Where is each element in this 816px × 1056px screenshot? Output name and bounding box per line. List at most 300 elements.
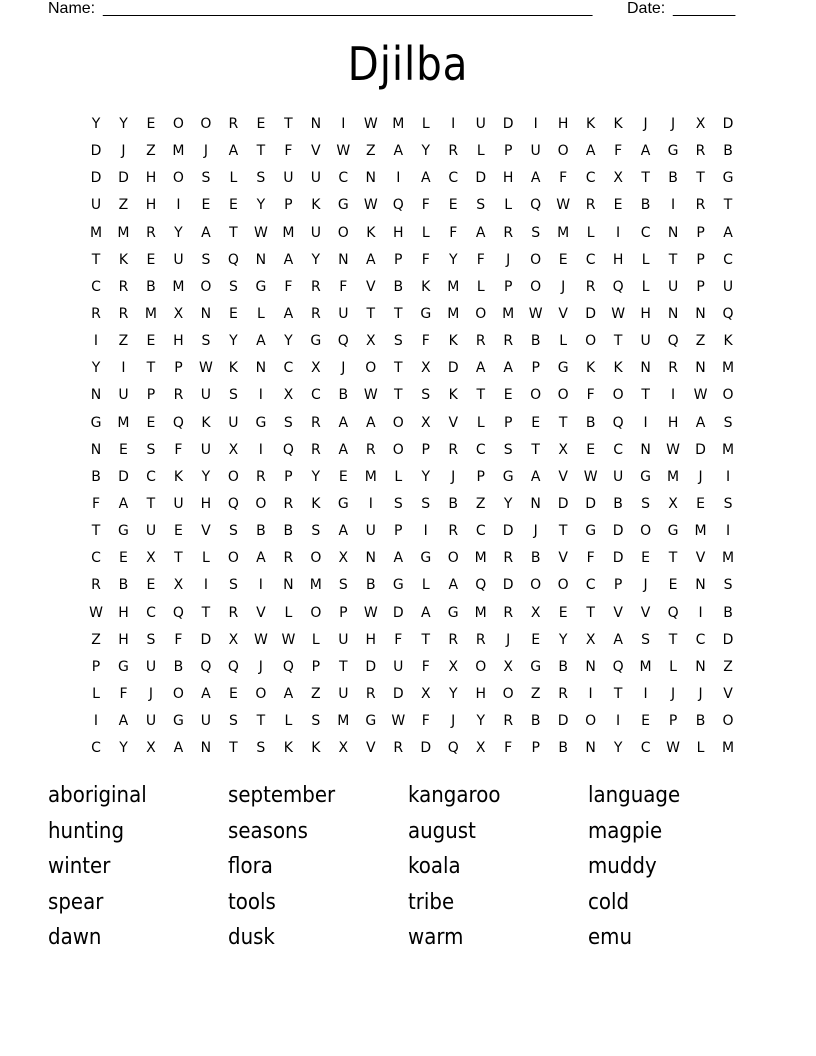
grid-letter[interactable]: T <box>668 550 678 567</box>
grid-letter[interactable]: F <box>284 143 293 160</box>
grid-letter[interactable]: J <box>203 143 208 160</box>
grid-letter[interactable]: K <box>448 387 458 404</box>
grid-letter[interactable]: S <box>723 414 733 431</box>
grid-letter[interactable]: N <box>695 658 706 675</box>
grid-letter[interactable]: X <box>173 305 184 322</box>
grid-letter[interactable]: X <box>228 441 239 458</box>
grid-letter[interactable]: R <box>503 333 514 350</box>
grid-letter[interactable]: R <box>503 224 514 241</box>
grid-letter[interactable]: R <box>283 550 294 567</box>
grid-letter[interactable]: O <box>585 333 597 350</box>
grid-letter[interactable]: P <box>284 197 293 214</box>
grid-letter[interactable]: R <box>503 604 514 621</box>
grid-letter[interactable]: T <box>723 197 733 214</box>
grid-letter[interactable]: T <box>229 740 238 757</box>
grid-letter[interactable]: I <box>616 713 621 730</box>
grid-letter[interactable]: R <box>310 278 321 295</box>
grid-letter[interactable]: E <box>146 414 156 431</box>
grid-letter[interactable]: P <box>339 604 348 621</box>
grid-letter[interactable]: Q <box>667 604 679 621</box>
grid-letter[interactable]: D <box>502 116 514 132</box>
grid-letter[interactable]: F <box>119 685 128 702</box>
grid-letter[interactable]: X <box>695 116 706 132</box>
grid-letter[interactable]: E <box>503 387 513 404</box>
grid-letter[interactable]: C <box>640 224 651 241</box>
grid-letter[interactable]: O <box>172 685 184 702</box>
grid-letter[interactable]: C <box>695 631 706 648</box>
grid-letter[interactable]: E <box>146 116 156 132</box>
grid-letter[interactable]: R <box>118 305 129 322</box>
grid-letter[interactable]: X <box>420 360 431 377</box>
grid-letter[interactable]: O <box>502 685 514 702</box>
grid-letter[interactable]: A <box>201 685 211 702</box>
grid-letter[interactable]: O <box>530 251 542 268</box>
grid-letter[interactable]: G <box>90 414 102 431</box>
grid-letter[interactable]: F <box>91 495 101 512</box>
grid-letter[interactable]: S <box>311 713 321 730</box>
grid-letter[interactable]: U <box>200 441 212 458</box>
grid-letter[interactable]: E <box>641 550 651 567</box>
grid-letter[interactable]: I <box>396 170 401 187</box>
grid-letter[interactable]: N <box>585 658 596 675</box>
grid-letter[interactable]: Z <box>146 143 156 160</box>
grid-letter[interactable]: X <box>530 604 541 621</box>
grid-letter[interactable]: G <box>722 170 734 187</box>
grid-letter[interactable]: J <box>561 278 566 295</box>
grid-letter[interactable]: T <box>256 143 266 160</box>
grid-letter[interactable]: Z <box>118 197 129 214</box>
grid-letter[interactable]: G <box>667 523 679 540</box>
grid-letter[interactable]: F <box>421 333 430 350</box>
grid-letter[interactable]: T <box>668 251 678 268</box>
grid-letter[interactable]: E <box>146 333 156 350</box>
grid-letter[interactable]: Y <box>558 631 568 648</box>
grid-letter[interactable]: K <box>613 116 623 132</box>
grid-letter[interactable]: X <box>448 658 459 675</box>
grid-letter[interactable]: T <box>366 305 376 322</box>
grid-letter[interactable]: P <box>613 577 623 594</box>
grid-letter[interactable]: F <box>421 197 430 214</box>
grid-letter[interactable]: P <box>696 251 705 268</box>
grid-letter[interactable]: X <box>338 740 349 757</box>
grid-letter[interactable]: R <box>365 441 376 458</box>
grid-letter[interactable]: M <box>557 224 570 241</box>
grid-letter[interactable]: D <box>420 740 432 757</box>
grid-letter[interactable]: I <box>121 360 126 377</box>
grid-letter[interactable]: U <box>667 278 679 295</box>
grid-letter[interactable]: I <box>203 577 208 594</box>
grid-letter[interactable]: A <box>613 631 623 648</box>
grid-letter[interactable]: A <box>393 143 404 160</box>
grid-letter[interactable]: G <box>337 495 349 512</box>
grid-letter[interactable]: T <box>558 523 568 540</box>
grid-letter[interactable]: M <box>172 143 185 160</box>
grid-letter[interactable]: R <box>91 305 101 322</box>
grid-letter[interactable]: O <box>557 143 569 160</box>
grid-letter[interactable]: W <box>693 387 708 404</box>
grid-letter[interactable]: U <box>530 143 541 160</box>
grid-letter[interactable]: T <box>641 170 650 187</box>
grid-letter[interactable]: Q <box>172 414 184 431</box>
grid-letter[interactable]: X <box>311 360 321 377</box>
grid-letter[interactable]: O <box>557 577 569 594</box>
grid-letter[interactable]: J <box>671 116 676 132</box>
grid-letter[interactable]: E <box>119 550 128 567</box>
grid-letter[interactable]: T <box>284 116 293 132</box>
grid-letter[interactable]: C <box>91 550 101 567</box>
grid-letter[interactable]: Z <box>366 143 376 160</box>
grid-letter[interactable]: Q <box>612 658 624 675</box>
grid-letter[interactable]: K <box>613 360 623 377</box>
grid-letter[interactable]: W <box>336 143 351 160</box>
grid-letter[interactable]: E <box>558 251 568 268</box>
grid-letter[interactable]: D <box>612 550 624 567</box>
grid-letter[interactable]: P <box>696 278 705 295</box>
grid-letter[interactable]: C <box>640 740 651 757</box>
grid-letter[interactable]: D <box>200 631 212 648</box>
grid-letter[interactable]: M <box>364 468 377 485</box>
grid-letter[interactable]: U <box>90 197 102 214</box>
grid-letter[interactable]: Z <box>530 685 541 702</box>
grid-letter[interactable]: S <box>228 523 238 540</box>
grid-letter[interactable]: R <box>118 278 129 295</box>
grid-letter[interactable]: G <box>557 360 569 377</box>
grid-letter[interactable]: R <box>283 495 294 512</box>
grid-letter[interactable]: Q <box>530 197 542 214</box>
grid-letter[interactable]: W <box>253 631 268 648</box>
grid-letter[interactable]: P <box>311 658 321 675</box>
grid-letter[interactable]: Y <box>229 333 238 350</box>
grid-letter[interactable]: Y <box>503 495 513 512</box>
grid-letter[interactable]: L <box>586 224 595 241</box>
grid-letter[interactable]: I <box>588 685 593 702</box>
grid-letter[interactable]: H <box>640 305 651 322</box>
grid-letter[interactable]: T <box>201 604 211 621</box>
grid-letter[interactable]: W <box>528 305 543 322</box>
grid-letter[interactable]: U <box>228 414 239 431</box>
grid-letter[interactable]: J <box>121 143 126 160</box>
grid-letter[interactable]: I <box>258 387 263 404</box>
grid-letter[interactable]: I <box>725 523 731 540</box>
grid-letter[interactable]: W <box>363 604 378 621</box>
grid-letter[interactable]: R <box>393 740 404 757</box>
grid-letter[interactable]: J <box>451 713 456 730</box>
grid-letter[interactable]: Y <box>119 116 128 132</box>
grid-letter[interactable]: A <box>118 495 129 512</box>
grid-letter[interactable]: R <box>475 631 486 648</box>
grid-letter[interactable]: N <box>695 577 706 594</box>
grid-letter[interactable]: A <box>256 550 266 567</box>
grid-letter[interactable]: F <box>586 387 595 404</box>
grid-letter[interactable]: D <box>695 441 706 458</box>
grid-letter[interactable]: A <box>530 468 541 485</box>
grid-letter[interactable]: H <box>365 631 377 648</box>
grid-letter[interactable]: N <box>338 251 349 268</box>
grid-letter[interactable]: U <box>475 116 486 132</box>
grid-letter[interactable]: T <box>393 387 403 404</box>
grid-letter[interactable]: M <box>89 224 103 241</box>
grid-letter[interactable]: A <box>338 414 349 431</box>
grid-letter[interactable]: Z <box>91 631 101 648</box>
grid-letter[interactable]: G <box>585 523 597 540</box>
grid-letter[interactable]: I <box>616 224 621 241</box>
grid-letter[interactable]: X <box>558 441 568 458</box>
grid-letter[interactable]: A <box>173 740 184 757</box>
grid-letter[interactable]: S <box>641 631 651 648</box>
grid-letter[interactable]: D <box>365 658 377 675</box>
grid-letter[interactable]: Q <box>200 658 212 675</box>
grid-letter[interactable]: N <box>667 305 679 322</box>
grid-letter[interactable]: Q <box>612 278 624 295</box>
grid-letter[interactable]: S <box>146 631 156 648</box>
grid-letter[interactable]: J <box>258 658 263 675</box>
grid-letter[interactable]: T <box>586 604 595 621</box>
grid-letter[interactable]: Y <box>421 468 431 485</box>
grid-letter[interactable]: U <box>338 305 349 322</box>
grid-letter[interactable]: Q <box>612 414 624 431</box>
grid-letter[interactable]: V <box>695 550 706 567</box>
grid-letter[interactable]: O <box>227 468 239 485</box>
grid-letter[interactable]: K <box>311 495 321 512</box>
grid-letter[interactable]: J <box>698 468 703 485</box>
grid-letter[interactable]: H <box>200 495 212 512</box>
grid-letter[interactable]: M <box>721 360 735 377</box>
grid-letter[interactable]: D <box>585 305 597 322</box>
grid-letter[interactable]: M <box>474 550 487 567</box>
grid-letter[interactable]: P <box>531 740 540 757</box>
grid-letter[interactable]: O <box>585 713 597 730</box>
grid-letter[interactable]: L <box>394 468 403 485</box>
grid-letter[interactable]: A <box>585 143 596 160</box>
grid-letter[interactable]: A <box>283 251 294 268</box>
grid-letter[interactable]: L <box>92 685 100 702</box>
grid-letter[interactable]: G <box>502 468 514 485</box>
grid-letter[interactable]: K <box>421 278 431 295</box>
grid-letter[interactable]: M <box>721 550 735 567</box>
grid-letter[interactable]: W <box>363 387 378 404</box>
grid-letter[interactable]: O <box>392 414 404 431</box>
grid-letter[interactable]: E <box>613 197 623 214</box>
grid-letter[interactable]: P <box>503 414 513 431</box>
grid-letter[interactable]: P <box>146 387 156 404</box>
grid-letter[interactable]: E <box>228 305 238 322</box>
grid-letter[interactable]: Z <box>311 685 321 702</box>
grid-letter[interactable]: H <box>118 604 129 621</box>
grid-letter[interactable]: K <box>448 333 458 350</box>
grid-letter[interactable]: I <box>725 468 731 485</box>
grid-letter[interactable]: N <box>90 441 102 458</box>
grid-letter[interactable]: F <box>476 251 485 268</box>
grid-letter[interactable]: P <box>503 143 513 160</box>
grid-letter[interactable]: F <box>421 658 430 675</box>
grid-letter[interactable]: O <box>200 116 212 132</box>
grid-letter[interactable]: P <box>394 523 403 540</box>
grid-letter[interactable]: V <box>448 414 459 431</box>
grid-letter[interactable]: B <box>695 713 706 730</box>
grid-letter[interactable]: C <box>585 251 596 268</box>
grid-letter[interactable]: T <box>339 658 348 675</box>
grid-letter[interactable]: W <box>556 197 571 214</box>
grid-letter[interactable]: D <box>502 577 514 594</box>
grid-letter[interactable]: G <box>173 713 184 730</box>
grid-letter[interactable]: R <box>310 441 321 458</box>
grid-letter[interactable]: H <box>502 170 514 187</box>
grid-letter[interactable]: U <box>118 387 129 404</box>
grid-letter[interactable]: N <box>283 577 294 594</box>
grid-letter[interactable]: L <box>256 305 265 322</box>
grid-letter[interactable]: T <box>558 414 568 431</box>
grid-letter[interactable]: E <box>256 116 266 132</box>
grid-letter[interactable]: T <box>146 360 156 377</box>
grid-letter[interactable]: Q <box>172 604 184 621</box>
grid-letter[interactable]: E <box>146 251 156 268</box>
grid-letter[interactable]: M <box>502 305 515 322</box>
grid-letter[interactable]: F <box>174 631 183 648</box>
grid-letter[interactable]: S <box>421 495 431 512</box>
grid-letter[interactable]: W <box>89 604 103 621</box>
grid-letter[interactable]: D <box>447 360 459 377</box>
grid-letter[interactable]: S <box>393 333 403 350</box>
grid-letter[interactable]: A <box>503 360 513 377</box>
grid-letter[interactable]: A <box>366 251 376 268</box>
grid-letter[interactable]: N <box>255 251 267 268</box>
grid-letter[interactable]: L <box>476 278 485 295</box>
grid-letter[interactable]: Y <box>476 713 485 730</box>
grid-letter[interactable]: C <box>283 360 294 377</box>
grid-letter[interactable]: M <box>639 658 652 675</box>
grid-letter[interactable]: B <box>173 658 184 675</box>
grid-letter[interactable]: J <box>341 360 346 377</box>
grid-letter[interactable]: D <box>90 143 102 160</box>
grid-letter[interactable]: C <box>146 468 156 485</box>
grid-letter[interactable]: B <box>365 577 376 594</box>
grid-letter[interactable]: I <box>176 197 181 214</box>
grid-letter[interactable]: S <box>503 441 513 458</box>
grid-letter[interactable]: V <box>640 604 651 621</box>
grid-letter[interactable]: X <box>228 631 239 648</box>
grid-letter[interactable]: S <box>421 387 431 404</box>
grid-letter[interactable]: M <box>392 116 405 132</box>
grid-letter[interactable]: U <box>338 631 349 648</box>
grid-letter[interactable]: T <box>229 224 238 241</box>
grid-letter[interactable]: N <box>640 360 651 377</box>
grid-letter[interactable]: C <box>310 387 321 404</box>
grid-letter[interactable]: N <box>530 495 541 512</box>
grid-letter[interactable]: W <box>363 197 378 214</box>
grid-letter[interactable]: Q <box>227 495 239 512</box>
grid-letter[interactable]: N <box>365 170 377 187</box>
grid-letter[interactable]: T <box>91 523 101 540</box>
grid-letter[interactable]: Z <box>118 333 129 350</box>
grid-letter[interactable]: X <box>173 577 184 594</box>
date-field[interactable]: _______ <box>673 0 736 17</box>
grid-letter[interactable]: F <box>586 550 595 567</box>
grid-letter[interactable]: T <box>613 685 623 702</box>
grid-letter[interactable]: F <box>614 143 623 160</box>
grid-letter[interactable]: D <box>585 495 597 512</box>
grid-letter[interactable]: R <box>228 604 239 621</box>
grid-letter[interactable]: C <box>91 278 101 295</box>
grid-letter[interactable]: O <box>365 360 377 377</box>
grid-letter[interactable]: W <box>363 116 378 132</box>
grid-letter[interactable]: K <box>586 360 596 377</box>
grid-letter[interactable]: S <box>641 495 651 512</box>
grid-letter[interactable]: Y <box>421 143 431 160</box>
grid-letter[interactable]: S <box>201 333 211 350</box>
grid-letter[interactable]: F <box>559 170 568 187</box>
grid-letter[interactable]: R <box>256 468 266 485</box>
grid-letter[interactable]: I <box>341 116 346 132</box>
grid-letter[interactable]: O <box>172 116 184 132</box>
grid-letter[interactable]: S <box>256 740 266 757</box>
grid-letter[interactable]: K <box>118 251 129 268</box>
grid-letter[interactable]: E <box>338 468 348 485</box>
grid-letter[interactable]: C <box>91 740 101 757</box>
grid-letter[interactable]: T <box>174 550 183 567</box>
grid-letter[interactable]: J <box>148 685 154 702</box>
grid-letter[interactable]: Q <box>722 305 734 322</box>
grid-letter[interactable]: G <box>530 658 542 675</box>
grid-letter[interactable]: J <box>506 251 511 268</box>
grid-letter[interactable]: E <box>228 197 238 214</box>
grid-letter[interactable]: I <box>93 713 99 730</box>
grid-letter[interactable]: W <box>666 441 680 458</box>
grid-letter[interactable]: A <box>420 604 431 621</box>
grid-letter[interactable]: Y <box>448 685 458 702</box>
grid-letter[interactable]: U <box>173 495 184 512</box>
grid-letter[interactable]: Z <box>475 495 486 512</box>
grid-letter[interactable]: B <box>585 414 596 431</box>
grid-letter[interactable]: F <box>284 278 293 295</box>
grid-letter[interactable]: B <box>530 550 541 567</box>
grid-letter[interactable]: I <box>93 333 99 350</box>
grid-letter[interactable]: L <box>641 278 650 295</box>
grid-letter[interactable]: N <box>585 740 596 757</box>
grid-letter[interactable]: T <box>421 631 431 648</box>
grid-letter[interactable]: Y <box>119 740 128 757</box>
grid-letter[interactable]: T <box>393 360 403 377</box>
grid-letter[interactable]: X <box>338 550 349 567</box>
grid-letter[interactable]: H <box>173 333 184 350</box>
grid-letter[interactable]: A <box>228 143 239 160</box>
grid-letter[interactable]: D <box>392 604 404 621</box>
grid-letter[interactable]: S <box>228 387 238 404</box>
grid-letter[interactable]: G <box>310 333 322 350</box>
grid-letter[interactable]: A <box>283 305 294 322</box>
grid-letter[interactable]: R <box>695 143 706 160</box>
grid-letter[interactable]: B <box>393 278 404 295</box>
grid-letter[interactable]: E <box>696 495 705 512</box>
grid-letter[interactable]: F <box>421 251 430 268</box>
grid-letter[interactable]: L <box>229 170 238 187</box>
grid-letter[interactable]: L <box>284 713 293 730</box>
grid-letter[interactable]: A <box>448 577 459 594</box>
grid-letter[interactable]: Y <box>91 116 101 132</box>
grid-letter[interactable]: K <box>201 414 211 431</box>
grid-letter[interactable]: E <box>531 631 541 648</box>
grid-letter[interactable]: R <box>585 197 596 214</box>
grid-letter[interactable]: F <box>174 441 183 458</box>
grid-letter[interactable]: N <box>695 360 706 377</box>
grid-letter[interactable]: O <box>722 387 734 404</box>
name-field[interactable]: _______________________________________________________ <box>103 0 593 17</box>
grid-letter[interactable]: P <box>174 360 183 377</box>
grid-letter[interactable]: J <box>698 685 703 702</box>
grid-letter[interactable]: C <box>448 170 459 187</box>
grid-letter[interactable]: N <box>640 441 651 458</box>
grid-letter[interactable]: E <box>146 577 156 594</box>
grid-letter[interactable]: R <box>365 685 376 702</box>
